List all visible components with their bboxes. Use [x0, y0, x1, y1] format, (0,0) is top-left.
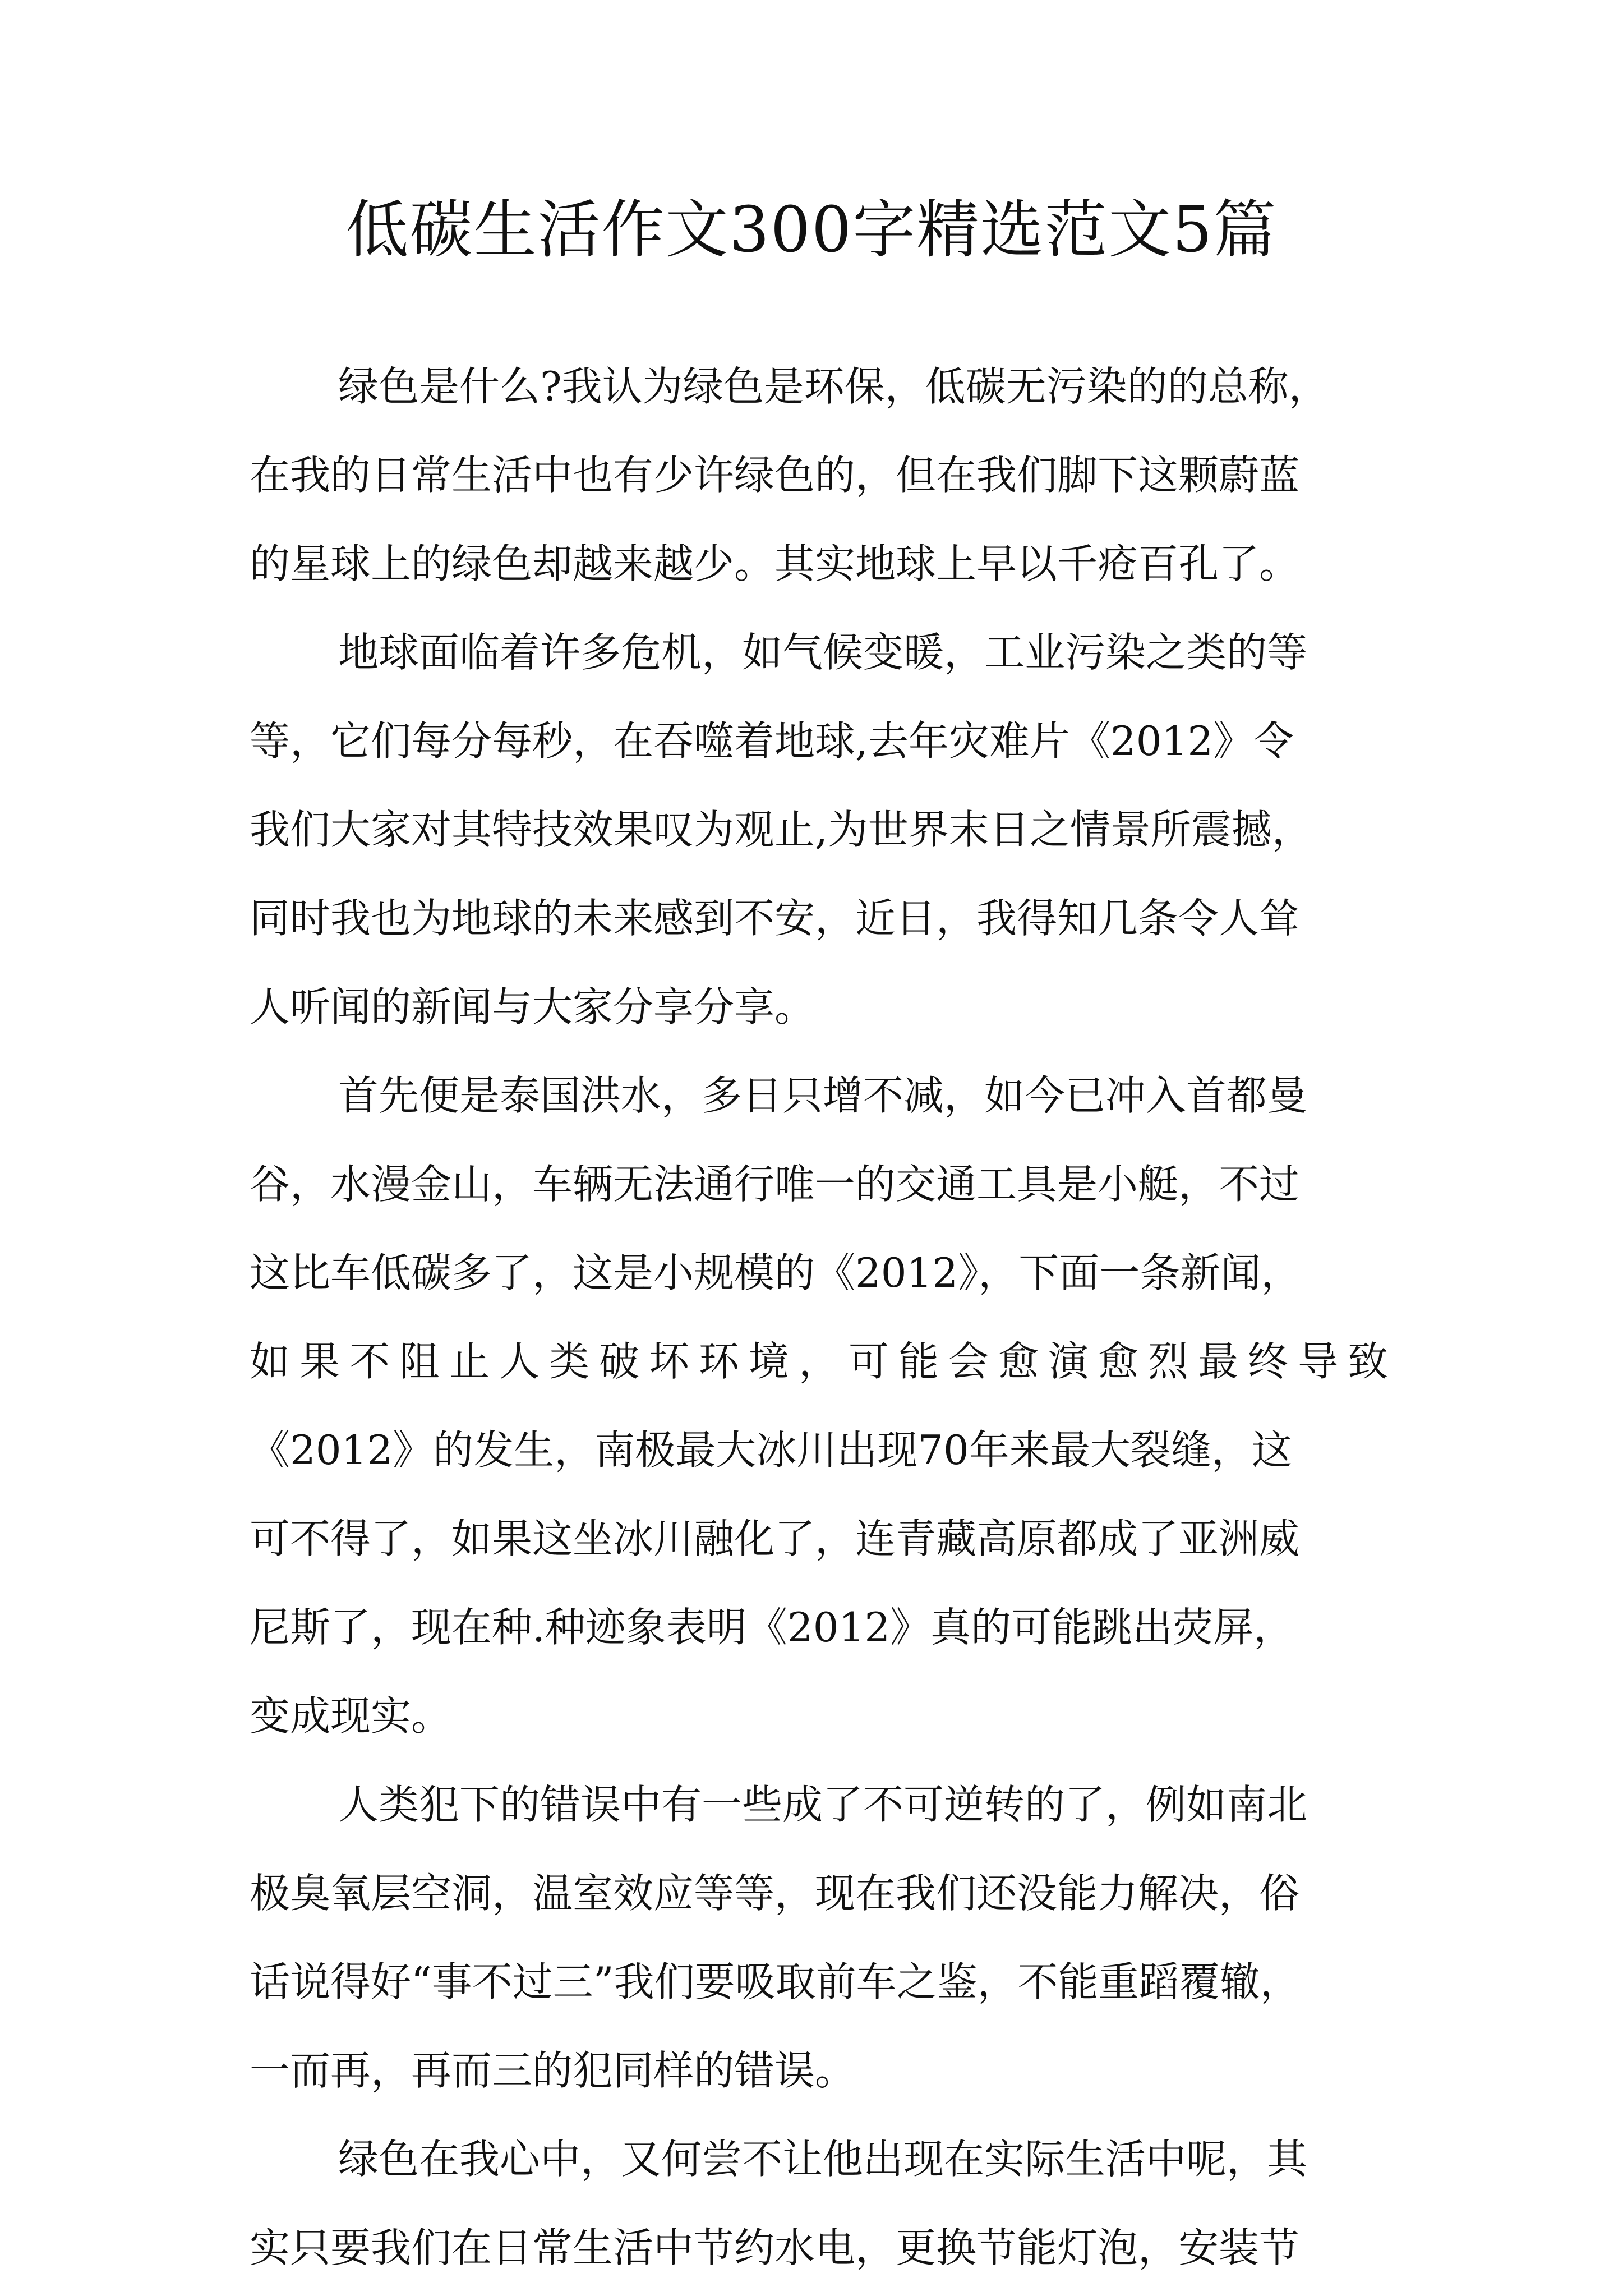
text-line: 尼斯了，现在种.种迹象表明《2012》真的可能跳出荧屏， — [250, 1604, 1294, 1651]
text-line: 等，它们每分每秒，在吞噬着地球,去年灾难片《2012》令 — [250, 717, 1294, 765]
text-line: 在我的日常生活中也有少许绿色的，但在我们脚下这颗蔚蓝 — [250, 452, 1300, 499]
text-line: 绿色在我心中，又何尝不让他出现在实际生活中呢，其 — [338, 2136, 1308, 2183]
text-line: 可不得了，如果这坐冰川融化了，连青藏高原都成了亚洲威 — [250, 1515, 1300, 1562]
document-title: 低碳生活作文300字精选范文5篇 — [345, 194, 1278, 266]
text-line: 谷，水漫金山，车辆无法通行唯一的交通工具是小艇，不过 — [250, 1161, 1300, 1208]
document-body — [250, 342, 1388, 2292]
text-line: 《2012》的发生，南极最大冰川出现70年来最大裂缝，这 — [250, 1427, 1292, 1474]
text-line: 一而再，再而三的犯同样的错误。 — [250, 2047, 856, 2094]
text-line: 绿色是什么?我认为绿色是环保，低碳无污染的的总称， — [338, 363, 1329, 410]
text-line: 如果不阻止人类破坏环境，可能会愈演愈烈最终导致 — [250, 1338, 1388, 1385]
text-line: 变成现实。 — [250, 1692, 452, 1740]
text-line: 的星球上的绿色却越来越少。其实地球上早以千疮百孔了。 — [250, 540, 1300, 587]
text-line: 首先便是泰国洪水，多日只增不减，如今已冲入首都曼 — [338, 1072, 1308, 1119]
text-line: 人类犯下的错误中有一些成了不可逆转的了，例如南北 — [338, 1781, 1308, 1828]
text-line: 话说得好“事不过三”我们要吸取前车之鉴，不能重蹈覆辙， — [250, 1958, 1301, 2005]
text-line: 这比车低碳多了，这是小规模的《2012》，下面一条新闻， — [250, 1249, 1302, 1296]
text-line: 同时我也为地球的未来感到不安，近日，我得知几条令人耸 — [250, 895, 1300, 942]
text-line: 极臭氧层空洞，温室效应等等，现在我们还没能力解决，俗 — [250, 1870, 1300, 1917]
text-line: 地球面临着许多危机，如气候变暖，工业污染之类的等 — [338, 629, 1308, 676]
text-line: 人听闻的新闻与大家分享分享。 — [250, 983, 815, 1030]
text-line: 我们大家对其特技效果叹为观止,为世界末日之情景所震撼， — [250, 806, 1312, 853]
text-line: 实只要我们在日常生活中节约水电，更换节能灯泡，安装节 — [250, 2224, 1300, 2271]
